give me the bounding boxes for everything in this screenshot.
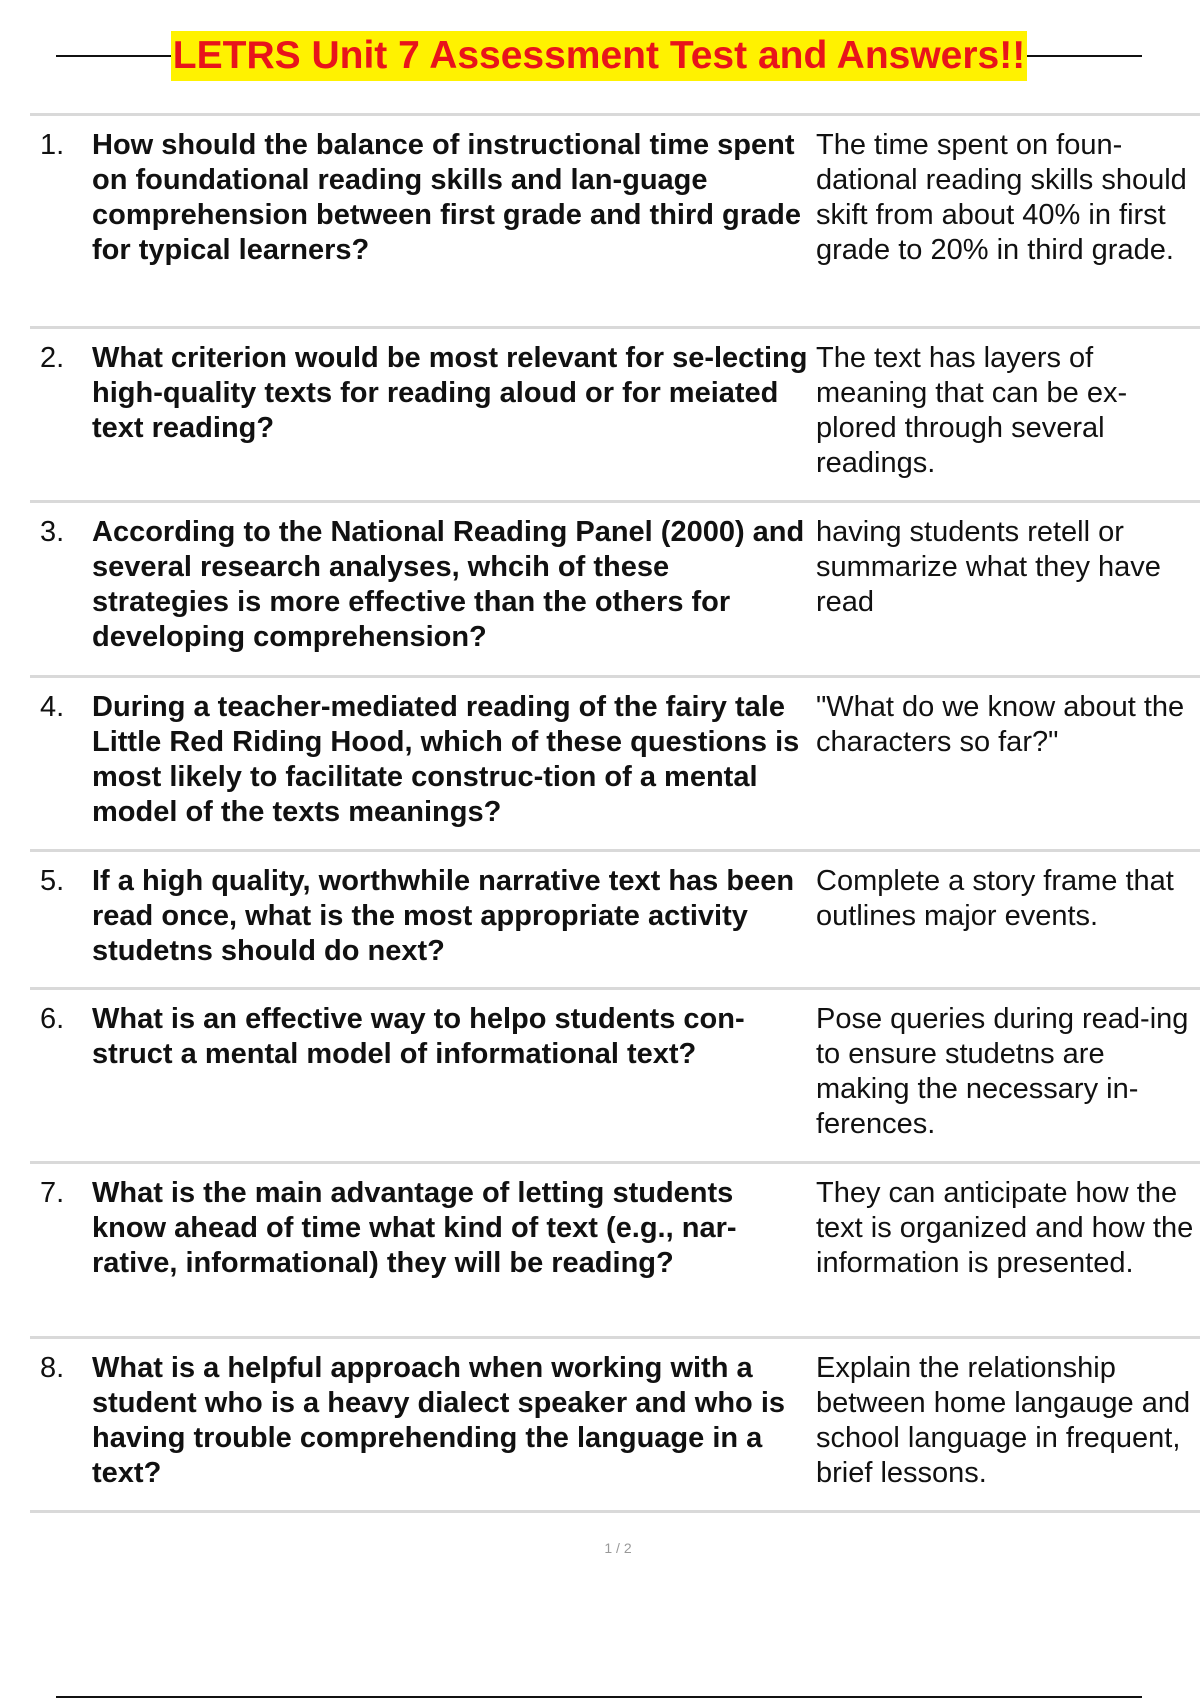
question-text: What is an effective way to helpo students con-struct a mental model of informational text? <box>92 1003 745 1070</box>
question-text: What criterion would be most relevant for se-lecting high-quality texts for reading aloud or for meiated text reading? <box>92 342 808 444</box>
qa-row <box>30 1339 1200 1513</box>
title-rule-right <box>1027 55 1142 57</box>
question-text: According to the National Reading Panel (2000) and several research analyses, whcih of these strategies is more effective than the others for developing comprehension? <box>92 516 805 653</box>
title-row <box>56 28 1142 84</box>
qa-row <box>30 503 1200 678</box>
answer-text: The text has layers of meaning that can be ex-plored through several readings. <box>816 342 1128 479</box>
question-number: 4. <box>40 691 65 723</box>
qa-row <box>30 678 1200 852</box>
answer-text: They can anticipate how the text is organized and how the information is presented. <box>816 1177 1194 1279</box>
question-number: 8. <box>40 1352 65 1384</box>
qa-row <box>30 990 1200 1164</box>
qa-table <box>30 113 1200 1513</box>
footer-rule <box>56 1696 1142 1698</box>
answer-text: Explain the relationship between home langauge and school language in frequent, brief lessons. <box>816 1352 1191 1489</box>
question-text: How should the balance of instructional time spent on foundational reading skills and lan-guage comprehension between first grade and third grade for typical learners? <box>92 129 802 266</box>
page-indicator: 1 / 2 <box>604 1540 632 1556</box>
question-text: During a teacher-mediated reading of the fairy tale Little Red Riding Hood, which of these questions is most likely to facilitate construc-tion of a mental model of the texts meanings? <box>92 691 800 828</box>
question-text: What is a helpful approach when working with a student who is a heavy dialect speaker and who is having trouble comprehending the language in a text? <box>92 1352 785 1489</box>
answer-text: Complete a story frame that outlines major events. <box>816 865 1174 932</box>
question-number: 6. <box>40 1003 65 1035</box>
question-number: 1. <box>40 129 65 161</box>
answer-text: Pose queries during read-ing to ensure studetns are making the necessary in-ferences. <box>816 1003 1189 1140</box>
question-number: 7. <box>40 1177 65 1209</box>
answer-text: "What do we know about the characters so far?" <box>816 691 1185 758</box>
title-rule-left <box>56 55 171 57</box>
document-title: LETRS Unit 7 Assessment Test and Answers!! <box>171 31 1027 81</box>
answer-text: having students retell or summarize what they have read <box>816 516 1161 618</box>
answer-text: The time spent on foun-dational reading skills should skift from about 40% in first grade to 20% in third grade. <box>816 129 1187 266</box>
qa-row <box>30 329 1200 503</box>
question-text: If a high quality, worthwhile narrative text has been read once, what is the most appropriate activity studetns should do next? <box>92 865 795 967</box>
question-number: 3. <box>40 516 65 548</box>
question-number: 5. <box>40 865 65 897</box>
question-text: What is the main advantage of letting students know ahead of time what kind of text (e.g., nar-rative, informational) they will be reading? <box>92 1177 737 1279</box>
qa-row <box>30 852 1200 990</box>
question-number: 2. <box>40 342 65 374</box>
qa-row <box>30 1164 1200 1339</box>
qa-row <box>30 116 1200 329</box>
